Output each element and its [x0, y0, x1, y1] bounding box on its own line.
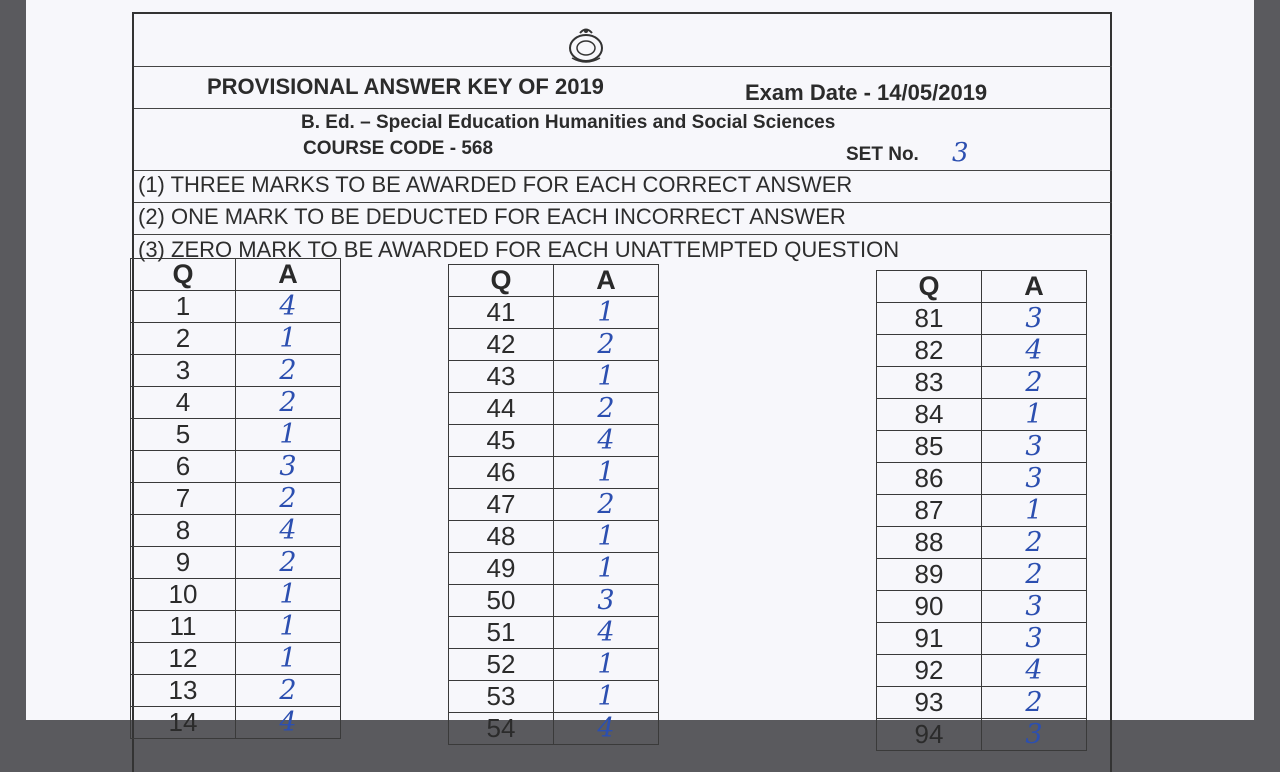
table-row: [449, 297, 659, 329]
column-header-q: Q: [449, 265, 554, 297]
table-row: [877, 527, 1087, 559]
table-row: [449, 713, 659, 745]
answer-value: 4: [982, 655, 1087, 687]
answer-value: 1: [236, 419, 341, 451]
question-number: 8: [131, 515, 236, 547]
question-number: 12: [131, 643, 236, 675]
table-row: [131, 323, 341, 355]
answer-value: 2: [236, 483, 341, 515]
divider: [134, 234, 1112, 235]
table-row: [877, 335, 1087, 367]
answer-value: 3: [982, 591, 1087, 623]
question-number: 50: [449, 585, 554, 617]
question-number: 81: [877, 303, 982, 335]
answer-value: 2: [982, 367, 1087, 399]
answer-value: 4: [554, 713, 659, 745]
table-row: [131, 515, 341, 547]
table-header-row: [131, 259, 341, 291]
answer-table-2: [448, 264, 659, 745]
document-title: PROVISIONAL ANSWER KEY OF 2019: [207, 74, 604, 99]
answer-value: 3: [554, 585, 659, 617]
question-number: 49: [449, 553, 554, 585]
answer-value: 1: [236, 323, 341, 355]
question-number: 85: [877, 431, 982, 463]
answer-value: 4: [982, 335, 1087, 367]
question-number: 83: [877, 367, 982, 399]
table-row: [877, 687, 1087, 719]
table-row: [131, 291, 341, 323]
question-number: 52: [449, 649, 554, 681]
question-number: 3: [131, 355, 236, 387]
question-number: 92: [877, 655, 982, 687]
table-row: [131, 419, 341, 451]
answer-value: 4: [554, 425, 659, 457]
answer-value: 3: [982, 463, 1087, 495]
answer-value: 1: [554, 553, 659, 585]
answer-value: 1: [554, 681, 659, 713]
rule-3: (3) ZERO MARK TO BE AWARDED FOR EACH UNATTEMPTED QUESTION: [138, 237, 900, 262]
question-number: 44: [449, 393, 554, 425]
question-number: 84: [877, 399, 982, 431]
question-number: 5: [131, 419, 236, 451]
divider: [134, 108, 1112, 109]
table-row: [131, 611, 341, 643]
table-row: [877, 399, 1087, 431]
answer-value: 2: [236, 547, 341, 579]
table-row: [131, 355, 341, 387]
question-number: 6: [131, 451, 236, 483]
answer-value: 2: [554, 393, 659, 425]
set-number: 3: [952, 138, 969, 168]
table-row: [877, 655, 1087, 687]
table-row: [449, 489, 659, 521]
answer-value: 3: [236, 451, 341, 483]
table-row: [131, 387, 341, 419]
question-number: 9: [131, 547, 236, 579]
answer-value: 1: [982, 399, 1087, 431]
table-row: [449, 329, 659, 361]
answer-value: 4: [236, 515, 341, 547]
table-row: [877, 431, 1087, 463]
table-row: [877, 495, 1087, 527]
answer-value: 2: [236, 355, 341, 387]
answer-value: 1: [554, 521, 659, 553]
table-row: [449, 393, 659, 425]
question-number: 10: [131, 579, 236, 611]
answer-value: 2: [554, 329, 659, 361]
table-row: [877, 303, 1087, 335]
answer-value: 2: [236, 675, 341, 707]
answer-value: 1: [236, 643, 341, 675]
table-row: [449, 649, 659, 681]
course-name: B. Ed. – Special Education Humanities and Social Sciences: [301, 112, 836, 133]
question-number: 42: [449, 329, 554, 361]
emblem-icon: [564, 24, 608, 66]
question-number: 48: [449, 521, 554, 553]
table-row: [877, 559, 1087, 591]
column-header-a: A: [236, 259, 341, 291]
answer-value: 3: [982, 623, 1087, 655]
answer-value: 2: [982, 527, 1087, 559]
question-number: 46: [449, 457, 554, 489]
question-number: 54: [449, 713, 554, 745]
answer-value: 2: [982, 559, 1087, 591]
table-row: [449, 617, 659, 649]
table-header-row: [877, 271, 1087, 303]
table-row: [131, 643, 341, 675]
question-number: 93: [877, 687, 982, 719]
answer-value: 1: [554, 457, 659, 489]
table-row: [877, 367, 1087, 399]
question-number: 51: [449, 617, 554, 649]
table-row: [877, 463, 1087, 495]
answer-value: 1: [982, 495, 1087, 527]
answer-value: 2: [236, 387, 341, 419]
answer-value: 1: [554, 297, 659, 329]
rule-2: (2) ONE MARK TO BE DEDUCTED FOR EACH INCORRECT ANSWER: [138, 204, 846, 229]
question-number: 45: [449, 425, 554, 457]
table-row: [449, 361, 659, 393]
divider: [134, 202, 1112, 203]
question-number: 1: [131, 291, 236, 323]
question-number: 7: [131, 483, 236, 515]
question-number: 2: [131, 323, 236, 355]
answer-table-3: [876, 270, 1087, 751]
answer-value: 3: [982, 431, 1087, 463]
table-row: [131, 547, 341, 579]
question-number: 43: [449, 361, 554, 393]
exam-date: Exam Date - 14/05/2019: [745, 80, 988, 105]
table-row: [449, 681, 659, 713]
table-row: [131, 675, 341, 707]
question-number: 82: [877, 335, 982, 367]
table-row: [131, 707, 341, 739]
table-row: [131, 579, 341, 611]
table-row: [449, 457, 659, 489]
answer-value: 4: [236, 291, 341, 323]
answer-value: 4: [236, 707, 341, 739]
question-number: 14: [131, 707, 236, 739]
table-row: [877, 623, 1087, 655]
question-number: 47: [449, 489, 554, 521]
question-number: 94: [877, 719, 982, 751]
rule-1: (1) THREE MARKS TO BE AWARDED FOR EACH CORRECT ANSWER: [138, 172, 853, 197]
table-row: [131, 483, 341, 515]
answer-value: 3: [982, 719, 1087, 751]
question-number: 89: [877, 559, 982, 591]
set-label: SET No.: [846, 144, 919, 165]
table-row: [877, 719, 1087, 751]
table-header-row: [449, 265, 659, 297]
column-header-a: A: [982, 271, 1087, 303]
divider: [134, 66, 1112, 67]
divider: [134, 170, 1112, 171]
table-row: [877, 591, 1087, 623]
document-sheet: [26, 0, 1254, 750]
column-header-a: A: [554, 265, 659, 297]
question-number: 90: [877, 591, 982, 623]
course-code: COURSE CODE - 568: [303, 138, 494, 159]
answer-value: 3: [982, 303, 1087, 335]
answer-value: 1: [554, 361, 659, 393]
question-number: 41: [449, 297, 554, 329]
answer-value: 4: [554, 617, 659, 649]
question-number: 4: [131, 387, 236, 419]
column-header-q: Q: [877, 271, 982, 303]
answer-value: 1: [236, 579, 341, 611]
answer-value: 1: [554, 649, 659, 681]
question-number: 86: [877, 463, 982, 495]
question-number: 13: [131, 675, 236, 707]
answer-value: 2: [982, 687, 1087, 719]
question-number: 11: [131, 611, 236, 643]
question-number: 91: [877, 623, 982, 655]
question-number: 88: [877, 527, 982, 559]
table-row: [449, 553, 659, 585]
table-row: [131, 451, 341, 483]
table-row: [449, 585, 659, 617]
answer-value: 1: [236, 611, 341, 643]
column-header-q: Q: [131, 259, 236, 291]
answer-table-1: [130, 258, 341, 739]
question-number: 53: [449, 681, 554, 713]
table-row: [449, 521, 659, 553]
answer-value: 2: [554, 489, 659, 521]
table-row: [449, 425, 659, 457]
question-number: 87: [877, 495, 982, 527]
